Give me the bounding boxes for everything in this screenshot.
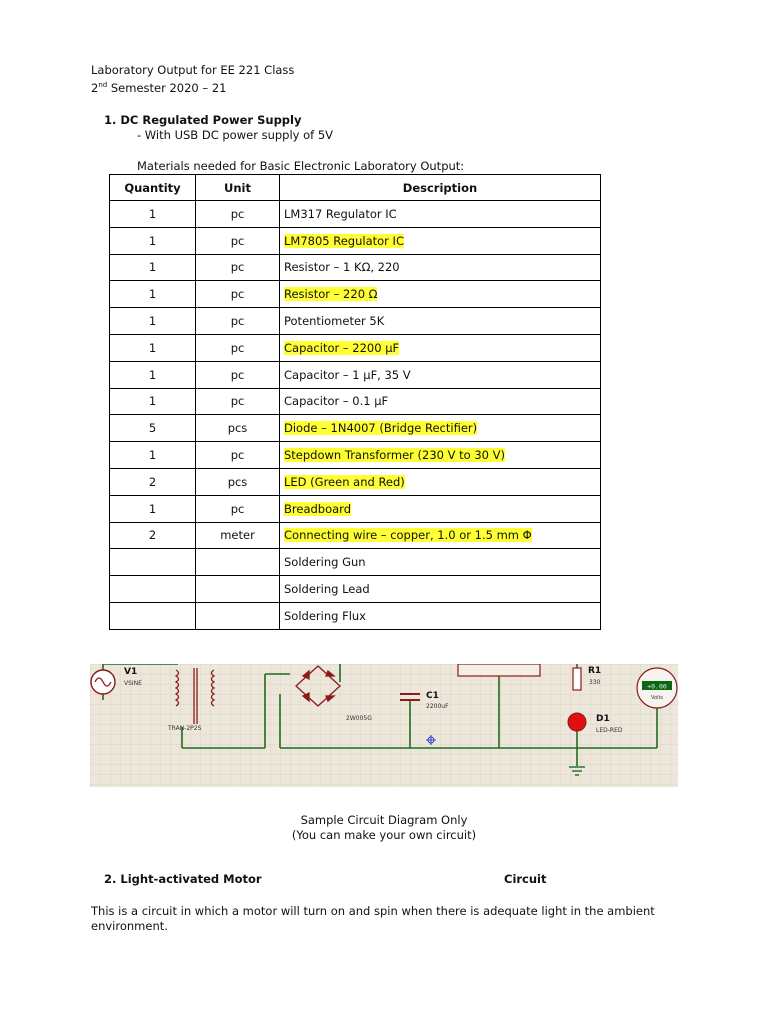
description-cell: Soldering Lead: [280, 576, 601, 603]
header-description: Description: [280, 175, 601, 201]
unit-cell: pc: [196, 495, 280, 522]
voltmeter-reading: +0.00: [647, 682, 667, 691]
table-row: [110, 227, 601, 254]
highlighted-text: Connecting wire – copper, 1.0 or 1.5 mm Φ: [284, 528, 532, 543]
highlighted-text: Resistor – 220 Ω: [284, 287, 378, 302]
description-cell: Capacitor – 0.1 µF: [280, 388, 601, 415]
materials-intro: Materials needed for Basic Electronic Laboratory Output:: [137, 159, 465, 173]
section2-body: This is a circuit in which a motor will turn on and spin when there is adequate light in the ambient: [91, 904, 655, 918]
description-cell: Soldering Flux: [280, 602, 601, 629]
unit-cell: [196, 576, 280, 603]
quantity-cell: 1: [110, 334, 196, 361]
circuit-caption-line1: Sample Circuit Diagram Only: [300, 813, 468, 827]
quantity-cell: 2: [110, 468, 196, 495]
description-cell: Capacitor – 1 µF, 35 V: [280, 361, 601, 388]
quantity-cell: [110, 602, 196, 629]
section2-heading: 2. Light-activated Motor: [104, 872, 262, 886]
quantity-cell: 2: [110, 522, 196, 549]
description-cell: [280, 442, 601, 469]
section2-body-line2: environment.: [91, 919, 168, 933]
quantity-cell: 1: [110, 308, 196, 335]
led-d1-icon: [568, 713, 586, 731]
description-cell: [280, 495, 601, 522]
semester-ordinal: nd: [98, 81, 108, 90]
table-row: [110, 468, 601, 495]
highlighted-text: Breadboard: [284, 501, 351, 516]
table-row: [110, 361, 601, 388]
circuit-caption-line2: (You can make your own circuit): [291, 828, 477, 842]
ac-source-v1-icon: [91, 670, 115, 694]
semester-text: Semester 2020 – 21: [107, 81, 227, 95]
quantity-cell: 1: [110, 281, 196, 308]
description-cell: Resistor – 1 KΩ, 220: [280, 254, 601, 281]
materials-table: [109, 174, 601, 630]
unit-cell: pc: [196, 201, 280, 228]
quantity-cell: 1: [110, 442, 196, 469]
table-row: [110, 415, 601, 442]
table-row: [110, 549, 601, 576]
d1-label: D1: [596, 714, 610, 724]
unit-cell: meter: [196, 522, 280, 549]
highlighted-text: LED (Green and Red): [284, 474, 405, 489]
c1-label: C1: [426, 691, 439, 701]
quantity-cell: [110, 576, 196, 603]
table-row: [110, 522, 601, 549]
quantity-cell: 1: [110, 201, 196, 228]
description-cell: [280, 334, 601, 361]
table-row: [110, 308, 601, 335]
regulator-ic-icon: [458, 664, 540, 676]
header-unit: Unit: [196, 175, 280, 201]
unit-cell: [196, 549, 280, 576]
table-row: [110, 602, 601, 629]
semester-line: [91, 81, 226, 95]
unit-cell: pc: [196, 227, 280, 254]
table-row: [110, 576, 601, 603]
r1-value: 330: [589, 679, 601, 686]
highlighted-text: Capacitor – 2200 µF: [284, 340, 400, 355]
c1-value: 2200uF: [426, 703, 449, 710]
unit-cell: pc: [196, 254, 280, 281]
sample-circuit-diagram: [90, 664, 678, 787]
description-cell: Potentiometer 5K: [280, 308, 601, 335]
description-cell: Soldering Gun: [280, 549, 601, 576]
description-cell: [280, 522, 601, 549]
table-row: [110, 201, 601, 228]
quantity-cell: [110, 549, 196, 576]
highlighted-text: Diode – 1N4007 (Bridge Rectifier): [284, 421, 478, 436]
quantity-cell: 5: [110, 415, 196, 442]
document-title: Laboratory Output for EE 221 Class: [91, 63, 295, 77]
quantity-cell: 1: [110, 361, 196, 388]
unit-cell: pc: [196, 308, 280, 335]
description-cell: [280, 415, 601, 442]
table-row: [110, 442, 601, 469]
r1-label: R1: [588, 666, 602, 676]
quantity-cell: 1: [110, 388, 196, 415]
quantity-cell: 1: [110, 227, 196, 254]
quantity-cell: 1: [110, 495, 196, 522]
table-row: [110, 254, 601, 281]
transformer-label: TRAN-2P2S: [168, 725, 202, 732]
section2-heading-right: Circuit: [504, 872, 547, 886]
description-cell: [280, 281, 601, 308]
resistor-r1-icon: [573, 668, 581, 690]
table-header-row: [110, 175, 601, 201]
description-cell: [280, 227, 601, 254]
voltmeter-unit: Volts: [650, 695, 664, 701]
unit-cell: pc: [196, 361, 280, 388]
table-row: [110, 281, 601, 308]
unit-cell: pc: [196, 442, 280, 469]
unit-cell: pcs: [196, 415, 280, 442]
table-row: [110, 334, 601, 361]
unit-cell: pc: [196, 388, 280, 415]
table-row: [110, 388, 601, 415]
highlighted-text: Stepdown Transformer (230 V to 30 V): [284, 448, 505, 463]
section1-subnote: - With USB DC power supply of 5V: [137, 128, 334, 142]
highlighted-text: LM7805 Regulator IC: [284, 233, 404, 248]
table-row: [110, 495, 601, 522]
v1-label: V1: [124, 667, 138, 677]
description-cell: LM317 Regulator IC: [280, 201, 601, 228]
semester-number: 2: [91, 81, 99, 95]
unit-cell: pcs: [196, 468, 280, 495]
unit-cell: pc: [196, 334, 280, 361]
unit-cell: [196, 602, 280, 629]
quantity-cell: 1: [110, 254, 196, 281]
unit-cell: pc: [196, 281, 280, 308]
header-quantity: Quantity: [110, 175, 196, 201]
bridge-label: 2W005G: [346, 715, 372, 722]
v1-sub-label: VSINE: [124, 680, 142, 687]
d1-value: LED-RED: [596, 727, 623, 734]
description-cell: [280, 468, 601, 495]
section1-heading: 1. DC Regulated Power Supply: [104, 113, 302, 127]
